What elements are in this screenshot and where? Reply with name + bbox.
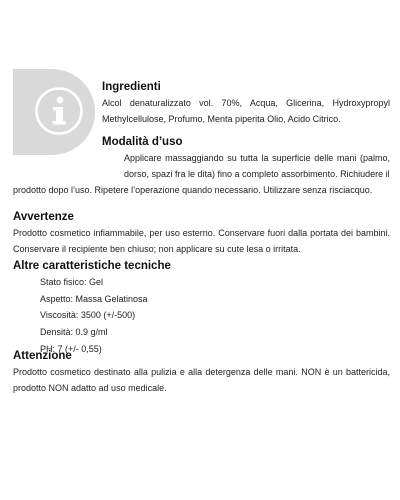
tecniche-list — [40, 274, 148, 358]
modalita-text-indented: Applicare massaggiando su tutta la superficie delle mani (palmo, dorso, spazi fra le dita) fino a completo assorbimento. Richiudere il — [124, 153, 390, 179]
avvertenze-text: Prodotto cosmetico infiammabile, per uso esterno. Conservare fuori dalla portata dei bambini. Conservare il recipiente ben chiuso; non applicare su cute lesa o irritata. — [13, 228, 390, 254]
attenzione-heading: Attenzione — [13, 350, 72, 362]
ingredienti-text: Alcol denaturalizzato vol. 70%, Acqua, Glicerina, Hydroxypropyl Methylcellulose, Profumo, Menta piperita Olio, Acido Citrico. — [102, 98, 390, 124]
info-badge — [13, 69, 95, 155]
tecniche-heading: Altre caratteristiche tecniche — [13, 260, 171, 272]
attenzione-text: Prodotto cosmetico destinato alla pulizia e alla detergenza delle mani. NON è un battericida, prodotto NON adatto ad uso medicale. — [13, 367, 390, 393]
list-item: PH: 7 (+/- 0,55) — [40, 343, 102, 354]
list-item: Aspetto: Massa Gelatinosa — [40, 293, 148, 304]
info-icon — [34, 86, 84, 136]
list-item: Stato fisico: Gel — [40, 277, 104, 287]
modalita-heading: Modalità d’uso — [102, 136, 183, 148]
list-item: Densità: 0.9 g/ml — [40, 327, 108, 338]
avvertenze-heading: Avvertenze — [13, 211, 74, 223]
list-item: Viscosità: 3500 (+/-500) — [40, 310, 136, 321]
modalita-text: prodotto dopo l’uso. Ripetere l’operazione quando necessario. Utilizzare senza risciacquo. — [13, 185, 373, 195]
ingredienti-heading: Ingredienti — [102, 81, 161, 93]
